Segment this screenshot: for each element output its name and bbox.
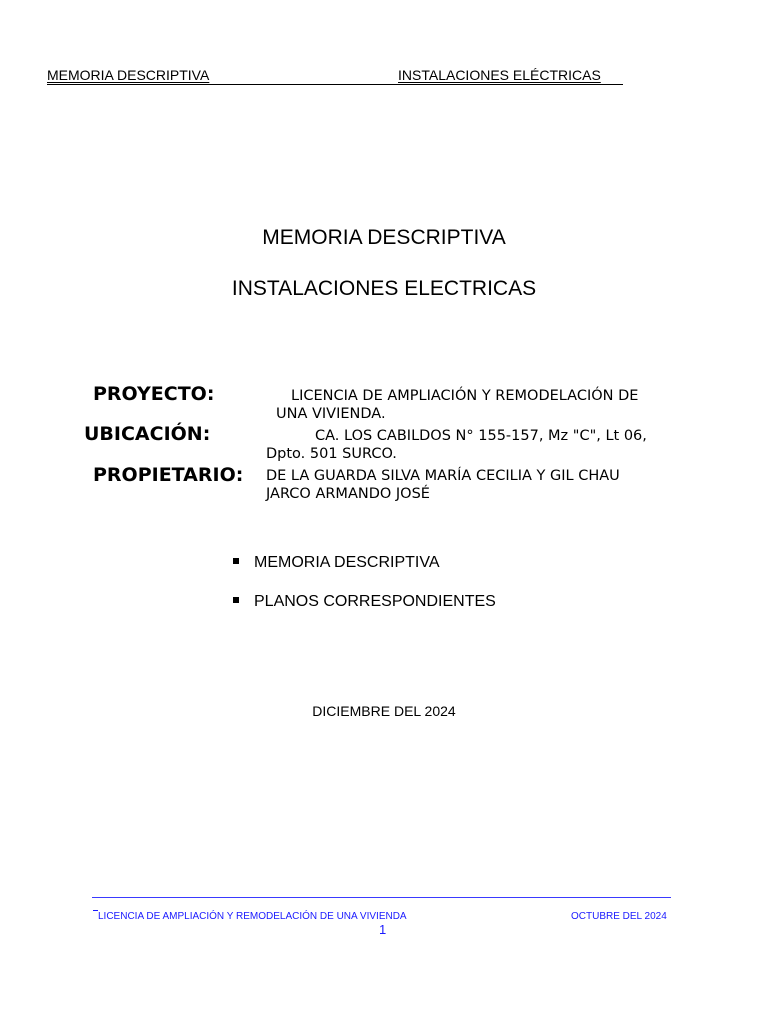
propietario-value-line1: DE LA GUARDA SILVA MARÍA CECILIA Y GIL CHAU xyxy=(266,468,620,484)
header-left: MEMORIA DESCRIPTIVA xyxy=(47,67,210,83)
list-item xyxy=(233,554,440,572)
page-number: 1 xyxy=(379,922,387,937)
proyecto-value-line1: LICENCIA DE AMPLIACIÓN Y REMODELACIÓN DE xyxy=(291,388,639,404)
propietario-label: PROPIETARIO: xyxy=(93,464,244,486)
ubicacion-label: UBICACIÓN: xyxy=(84,423,211,445)
ubicacion-value-line1: CA. LOS CABILDOS N° 155-157, Mz "C", Lt 06, xyxy=(315,428,647,444)
ubicacion-value-line2: Dpto. 501 SURCO. xyxy=(266,446,397,462)
footer-right: OCTUBRE DEL 2024 xyxy=(571,911,667,922)
footer-rule xyxy=(92,897,671,898)
document-subtitle: INSTALACIONES ELECTRICAS xyxy=(231,277,537,300)
header-right: INSTALACIONES ELÉCTRICAS xyxy=(398,67,601,83)
proyecto-label: PROYECTO: xyxy=(93,383,215,405)
footer-left: LICENCIA DE AMPLIACIÓN Y REMODELACIÓN DE UNA VIVIENDA xyxy=(98,911,407,922)
list-item-label: MEMORIA DESCRIPTIVA xyxy=(254,554,440,571)
bullet-icon xyxy=(233,597,239,603)
document-title: MEMORIA DESCRIPTIVA xyxy=(262,226,506,249)
propietario-value-line2: JARCO ARMANDO JOSÉ xyxy=(266,486,430,502)
header-rule xyxy=(47,84,623,85)
list-item-label: PLANOS CORRESPONDIENTES xyxy=(254,593,496,610)
document-date: DICIEMBRE DEL 2024 xyxy=(312,703,456,719)
bullet-icon xyxy=(233,558,239,564)
list-item xyxy=(233,593,496,611)
proyecto-value-line2: UNA VIVIENDA. xyxy=(276,406,386,422)
